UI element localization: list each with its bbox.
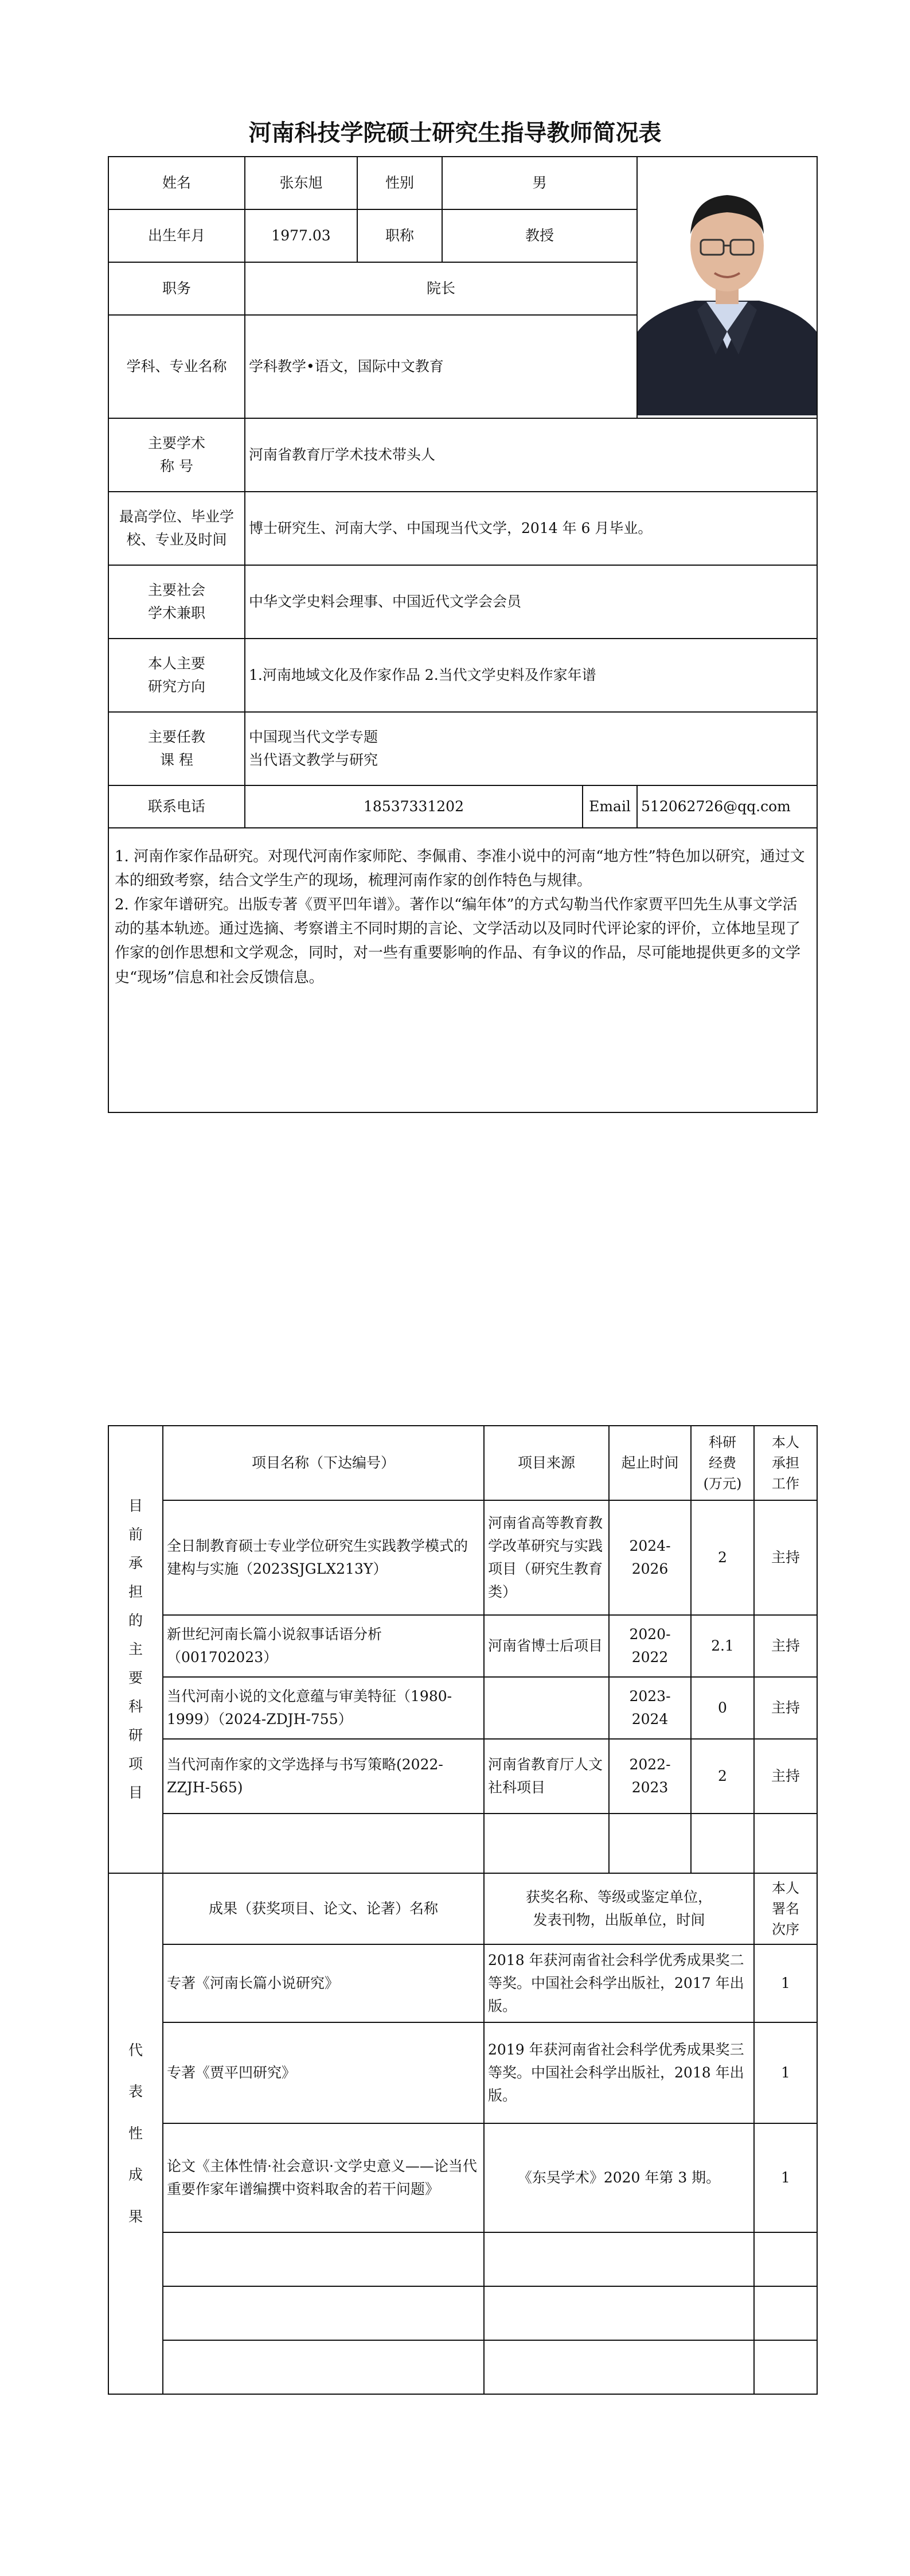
achievement-rank: 1 <box>754 2123 817 2232</box>
project-period: 2023-2024 <box>609 1677 691 1739</box>
table-row <box>108 1739 817 1814</box>
projects-label-char: 承 <box>128 1555 143 1571</box>
project-funding-header <box>691 1426 754 1500</box>
table-row <box>108 2123 817 2232</box>
course-item: 中国现当代文学专题 <box>249 729 378 745</box>
description-paragraph: 2. 作家年谱研究。出版专著《贾平凹年谱》。著作以“编年体”的方式勾勒当代作家贾平凹先生从事文学活动的基本轨迹。通过选摘、考察谱主不同时期的言论、文学活动以及同时代评论家的评价，立体地呈现了作家的创作思想和文学观念，同时，对一些有重要影响的作品、有争议的作品，尽可能地提供更多的文学史“现场”信息和社会反馈信息。 <box>115 896 801 986</box>
rank-header-line: 署名 <box>772 1901 799 1917</box>
research-description <box>108 828 817 1112</box>
projects-achievements-table <box>108 1425 818 2395</box>
empty-cell <box>484 2232 754 2286</box>
achievement-info: 2018 年获河南省社会科学优秀成果奖二等奖。中国社会科学出版社，2017 年出版。 <box>484 1944 754 2022</box>
title-value: 教授 <box>442 209 637 262</box>
email-label: Email <box>583 785 637 828</box>
table-row-empty <box>108 1814 817 1873</box>
empty-cell <box>754 1814 817 1873</box>
project-period: 2020-2022 <box>609 1615 691 1677</box>
table-row <box>108 1944 817 2022</box>
honor-label-line-1: 主要学术 <box>147 435 205 452</box>
project-source-header: 项目来源 <box>484 1426 609 1500</box>
achievement-info: 2019 年获河南省社会科学优秀成果奖三等奖。中国社会科学出版社，2018 年出版。 <box>484 2022 754 2123</box>
description-paragraph: 1. 河南作家作品研究。对现代河南作家师陀、李佩甫、李准小说中的河南“地方性”特色加以研究，通过文本的细致考察，结合文学生产的现场，梳理河南作家的创作特色与规律。 <box>115 848 805 890</box>
research-label <box>108 639 245 712</box>
honor-label <box>108 418 245 492</box>
projects-label-char: 研 <box>128 1727 143 1744</box>
project-source: 河南省高等教育教学改革研究与实践项目（研究生教育类） <box>484 1500 609 1615</box>
table-row <box>108 1615 817 1677</box>
rank-header-line: 本人 <box>772 1880 799 1896</box>
achievement-name: 专著《贾平凹研究》 <box>163 2022 484 2123</box>
achievements-label-char: 代 <box>128 2041 143 2059</box>
gender-label: 性别 <box>357 157 442 209</box>
empty-cell <box>163 1814 484 1873</box>
project-role: 主持 <box>754 1739 817 1814</box>
achievements-label-char: 果 <box>128 2208 143 2225</box>
discipline-value: 学科教学•语文，国际中文教育 <box>245 315 637 418</box>
table-row-empty <box>108 2286 817 2340</box>
teacher-photo <box>638 159 817 415</box>
role-header-line: 本人 <box>772 1434 799 1450</box>
empty-cell <box>691 1814 754 1873</box>
role-header-line: 工作 <box>772 1476 799 1492</box>
courses-value <box>245 712 817 785</box>
empty-cell <box>484 2286 754 2340</box>
empty-cell <box>754 2340 817 2394</box>
achievement-name-header: 成果（获奖项目、论文、论著）名称 <box>163 1873 484 1944</box>
research-label-line-1: 本人主要 <box>147 655 205 672</box>
table-row-empty <box>108 2232 817 2286</box>
courses-label-line-1: 主要任教 <box>147 729 205 745</box>
empty-cell <box>163 2340 484 2394</box>
table-row <box>108 2022 817 2123</box>
degree-label <box>108 492 245 565</box>
social-value: 中华文学史料会理事、中国近代文学会会员 <box>245 565 817 639</box>
title-label: 职称 <box>357 209 442 262</box>
social-label <box>108 565 245 639</box>
project-role-header <box>754 1426 817 1500</box>
project-funding: 2 <box>691 1739 754 1814</box>
projects-label-char: 前 <box>128 1526 143 1543</box>
profile-table <box>108 156 818 1113</box>
empty-cell <box>754 2232 817 2286</box>
project-period: 2022-2023 <box>609 1739 691 1814</box>
project-name: 当代河南小说的文化意蕴与审美特征（1980-1999）（2024-ZDJH-755） <box>163 1677 484 1739</box>
page-title: 河南科技学院硕士研究生指导教师简况表 <box>248 120 662 146</box>
name-label: 姓名 <box>108 157 245 209</box>
project-role: 主持 <box>754 1500 817 1615</box>
photo-cell <box>637 157 817 418</box>
achievements-label-char: 性 <box>128 2124 143 2142</box>
projects-section-label <box>108 1426 163 1873</box>
research-label-line-2: 研究方向 <box>147 678 205 695</box>
honor-value: 河南省教育厅学术技术带头人 <box>245 418 817 492</box>
project-name-header: 项目名称（下达编号） <box>163 1426 484 1500</box>
name-value: 张东旭 <box>245 157 357 209</box>
project-role: 主持 <box>754 1677 817 1739</box>
phone-label: 联系电话 <box>108 785 245 828</box>
honor-label-line-2: 称 号 <box>160 458 193 474</box>
project-name: 全日制教育硕士专业学位研究生实践教学模式的建构与实施（2023SJGLX213Y） <box>163 1500 484 1615</box>
birth-label: 出生年月 <box>108 209 245 262</box>
courses-label <box>108 712 245 785</box>
research-value: 1.河南地域文化及作家作品 2.当代文学史料及作家年谱 <box>245 639 817 712</box>
table-row <box>108 1677 817 1739</box>
empty-cell <box>754 2286 817 2340</box>
achievement-info-header <box>484 1873 754 1944</box>
birth-value: 1977.03 <box>245 209 357 262</box>
project-period-header: 起止时间 <box>609 1426 691 1500</box>
table-row <box>108 1500 817 1615</box>
projects-label-char: 目 <box>128 1784 143 1801</box>
project-source: 河南省教育厅人文社科项目 <box>484 1739 609 1814</box>
empty-cell <box>484 1814 609 1873</box>
achievement-info-header-line: 发表刊物，出版单位，时间 <box>533 1912 705 1928</box>
empty-cell <box>484 2340 754 2394</box>
projects-label-char: 要 <box>128 1670 143 1686</box>
achievement-name: 论文《主体性情·社会意识·文学史意义——论当代重要作家年谱编撰中资料取舍的若干问题》 <box>163 2123 484 2232</box>
funding-header-line: 经费 <box>709 1455 736 1471</box>
email-value: 512062726@qq.com <box>637 785 817 828</box>
projects-label-char: 担 <box>128 1583 143 1600</box>
social-label-line-2: 学术兼职 <box>147 605 205 621</box>
social-label-line-1: 主要社会 <box>147 582 205 598</box>
project-funding: 2 <box>691 1500 754 1615</box>
funding-header-line: (万元) <box>703 1476 742 1492</box>
achievement-rank-header <box>754 1873 817 1944</box>
achievements-label-char: 表 <box>128 2083 143 2100</box>
projects-label-char: 的 <box>128 1612 143 1629</box>
table-row-empty <box>108 2340 817 2394</box>
projects-label-char: 主 <box>128 1641 143 1657</box>
achievement-rank: 1 <box>754 2022 817 2123</box>
degree-label-line-1: 最高学位、毕业学 <box>119 508 234 525</box>
achievement-rank: 1 <box>754 1944 817 2022</box>
duty-label: 职务 <box>108 262 245 315</box>
project-role: 主持 <box>754 1615 817 1677</box>
rank-header-line: 次序 <box>772 1921 799 1937</box>
duty-value: 院长 <box>245 262 637 315</box>
phone-value: 18537331202 <box>245 785 583 828</box>
degree-value: 博士研究生、河南大学、中国现当代文学，2014 年 6 月毕业。 <box>245 492 817 565</box>
empty-cell <box>609 1814 691 1873</box>
projects-label-char: 项 <box>128 1756 143 1772</box>
empty-cell <box>163 2286 484 2340</box>
achievement-info-header-line: 获奖名称、等级或鉴定单位， <box>525 1889 712 1905</box>
project-name: 当代河南作家的文学选择与书写策略(2022-ZZJH-565) <box>163 1739 484 1814</box>
empty-cell <box>163 2232 484 2286</box>
project-funding: 2.1 <box>691 1615 754 1677</box>
achievements-label-char: 成 <box>128 2166 143 2184</box>
role-header-line: 承担 <box>772 1455 799 1471</box>
course-item: 当代语文教学与研究 <box>249 752 378 768</box>
gender-value: 男 <box>442 157 637 209</box>
achievement-info: 《东吴学术》2020 年第 3 期。 <box>484 2123 754 2232</box>
projects-label-char: 科 <box>128 1698 143 1715</box>
project-source <box>484 1677 609 1739</box>
courses-label-line-2: 课 程 <box>160 752 193 768</box>
discipline-label: 学科、专业名称 <box>108 315 245 418</box>
degree-label-line-2: 校、专业及时间 <box>126 531 227 548</box>
project-name: 新世纪河南长篇小说叙事话语分析（001702023） <box>163 1615 484 1677</box>
projects-label-char: 目 <box>128 1497 143 1514</box>
project-funding: 0 <box>691 1677 754 1739</box>
funding-header-line: 科研 <box>709 1434 736 1450</box>
achievement-name: 专著《河南长篇小说研究》 <box>163 1944 484 2022</box>
achievements-section-label <box>108 1873 163 2394</box>
project-period: 2024-2026 <box>609 1500 691 1615</box>
project-source: 河南省博士后项目 <box>484 1615 609 1677</box>
